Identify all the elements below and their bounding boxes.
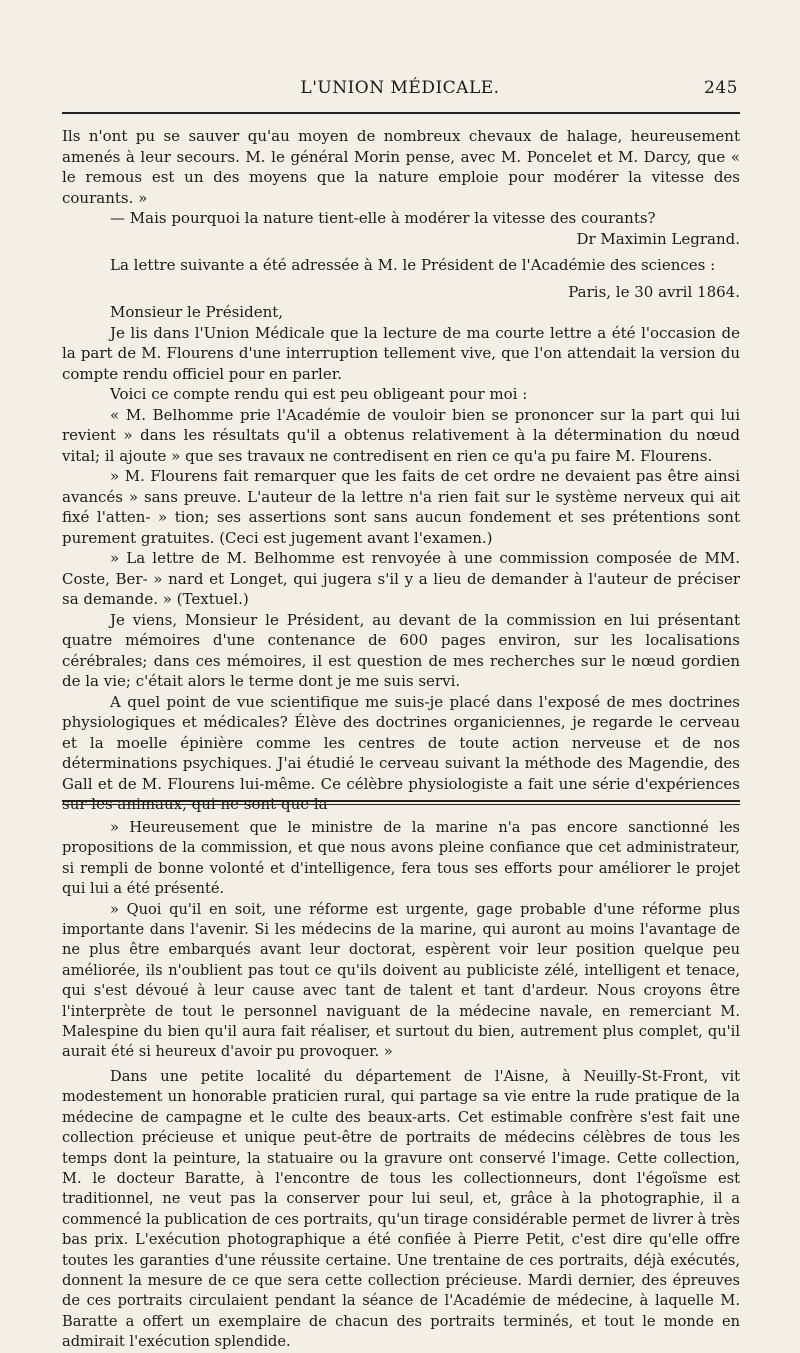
paragraph: Dans une petite localité du département de l'Aisne, à Neuilly-St-Front, vit modestement un honorable praticien rural, qui partage sa vie entre la rude pratique de la médecine de campagne et le culte des beaux-arts. Cet estimable confrère s'est fait une collection précieuse et unique peut-être de portraits de médecins célèbres de tous les temps dont la peinture, la statuaire ou la gravure ont conservé l'image. Cette collection, M. le docteur Baratte, à l'encontre de tous les collectionneurs, dont l'égoïsme est traditionnel, ne veut pas la conserver pour lui seul, et, grâce à la photographie, il a commencé la publication de ces portraits, qu'un tirage considérable permet de livrer à très bas prix. L'exécution photographique a été confiée à Pierre Petit, c'est dire qu'elle offre toutes les garanties d'une réussite certaine. Une trentaine de ces portraits, déjà exécutés, donnent la mesure de ce que sera cette collection précieuse. Mardi dernier, des épreuves de ces portraits circulaient pendant la séance de l'Académie de médecine, à laquelle M. Baratte a offert un exemplaire de chacun des portraits terminés, et tout le monde en admirait l'exécution splendide. xyxy=(62,1067,740,1351)
paragraph: » Heureusement que le ministre de la marine n'a pas encore sanctionné les propositions de la commission, et que nous avons pleine confiance que cet administrateur, si rempli de bonne volonté et d'intelligence, fera tous ses efforts pour améliorer le projet qui lui a été présenté. xyxy=(62,819,740,898)
header-rule xyxy=(62,112,740,114)
letter-date: Paris, le 30 avril 1864. xyxy=(568,282,740,301)
quotation: » La lettre de M. Belhomme est renvoyée à une commission composée de MM. Coste, Ber- » nard et Longet, qui jugera s'il y a lieu de demander à l'auteur de préciser sa demande. » (Textuel.) xyxy=(62,549,740,608)
paragraph: Voici ce compte rendu qui est peu obligeant pour moi : xyxy=(110,385,528,403)
section-rule xyxy=(62,800,740,802)
paragraph: — Mais pourquoi la nature tient-elle à modérer la vitesse des courants? xyxy=(110,209,656,227)
main-column xyxy=(62,126,740,815)
signature: Dr Maximin Legrand. xyxy=(576,229,740,248)
section-rule-thin xyxy=(62,804,740,805)
journal-title: L'UNION MÉDICALE. xyxy=(300,78,500,98)
salutation: Monsieur le Président, xyxy=(110,303,284,321)
quotation: « M. Belhomme prie l'Académie de vouloir bien se prononcer sur la part qui lui revient » dans les résultats qu'il a obtenus relativement à la détermination du nœud vital; il ajoute » que ses travaux ne contredisent en rien ce qu'a pu faire M. Flourens. xyxy=(62,405,740,465)
paragraph: » Quoi qu'il en soit, une réforme est urgente, gage probable d'une réforme plus importante dans l'avenir. Si les médecins de la marine, qui auront au moins l'avantage de ne plus être embarqués avant leur doctorat, espèrent voir leur position quelque peu améliorée, ils n'oublient pas tout ce qu'ils doivent au publiciste zélé, intelligent et tenace, qui s'est dévoué à leur cause avec tant de talent et tant d'ardeur. Nous croyons être l'interprète de tout le personnel naviguant de la médecine navale, en remerciant M. Malespine du bien qu'il aura fait réaliser, et surtout du bien, autrement plus complet, qu'il aurait été si heureux d'avoir pu provoquer. » xyxy=(62,900,740,1061)
paragraph: A quel point de vue scientifique me suis-je placé dans l'exposé de mes doctrines physiologiques et médicales? Élève des doctrines organiciennes, je regarde le cerveau et la moelle épinière comme les centres de toute action nerveuse et de nos déterminations psychiques. J'ai étudié le cerveau suivant la méthode des Magendie, des Gall et de M. Flourens lui-même. Ce célèbre physiologiste a fait une série d'expériences la xyxy=(62,692,740,813)
paragraph: La lettre suivante a été adressée à M. le Président de l'Académie des sciences : xyxy=(110,256,716,274)
running-header xyxy=(62,74,738,104)
page-number: 245 xyxy=(704,78,738,98)
paragraph: Je viens, Monsieur le Président, au devant de la commission en lui présentant quatre mémoires d'une contenance de 600 pages environ, sur les localisations cérébrales; dans ces mémoires, il est question de mes recherches sur le nœud gordien de la vie; c'était alors le terme dont je me suis servi. xyxy=(62,610,740,690)
paragraph: Je lis dans l'Union Médicale que la lecture de ma courte lettre a été l'occasion de la part de M. Flourens d'une interruption tellement vive, que l'on attendait la version du compte rendu officiel pour en parler. xyxy=(62,323,740,383)
paragraph: Ils n'ont pu se sauver qu'au moyen de nombreux chevaux de halage, heureusement amenés à leur secours. M. le général Morin pense, avec M. Poncelet et M. Darcy, que « le remous est un des moyens que la nature emploie pour modérer la vitesse des courants. » xyxy=(62,127,740,207)
quotation: » M. Flourens fait remarquer que les faits de cet ordre ne devaient pas être ainsi avancés » sans preuve. L'auteur de la lettre n'a rien fait sur le système nerveux qui ait fixé l'atten- » tion; ses assertions sont sans aucun fondement et ses prétentions sont purement gratuites. (Ceci est jugement avant l'examen.) xyxy=(62,467,740,547)
bottom-column xyxy=(62,818,740,1353)
